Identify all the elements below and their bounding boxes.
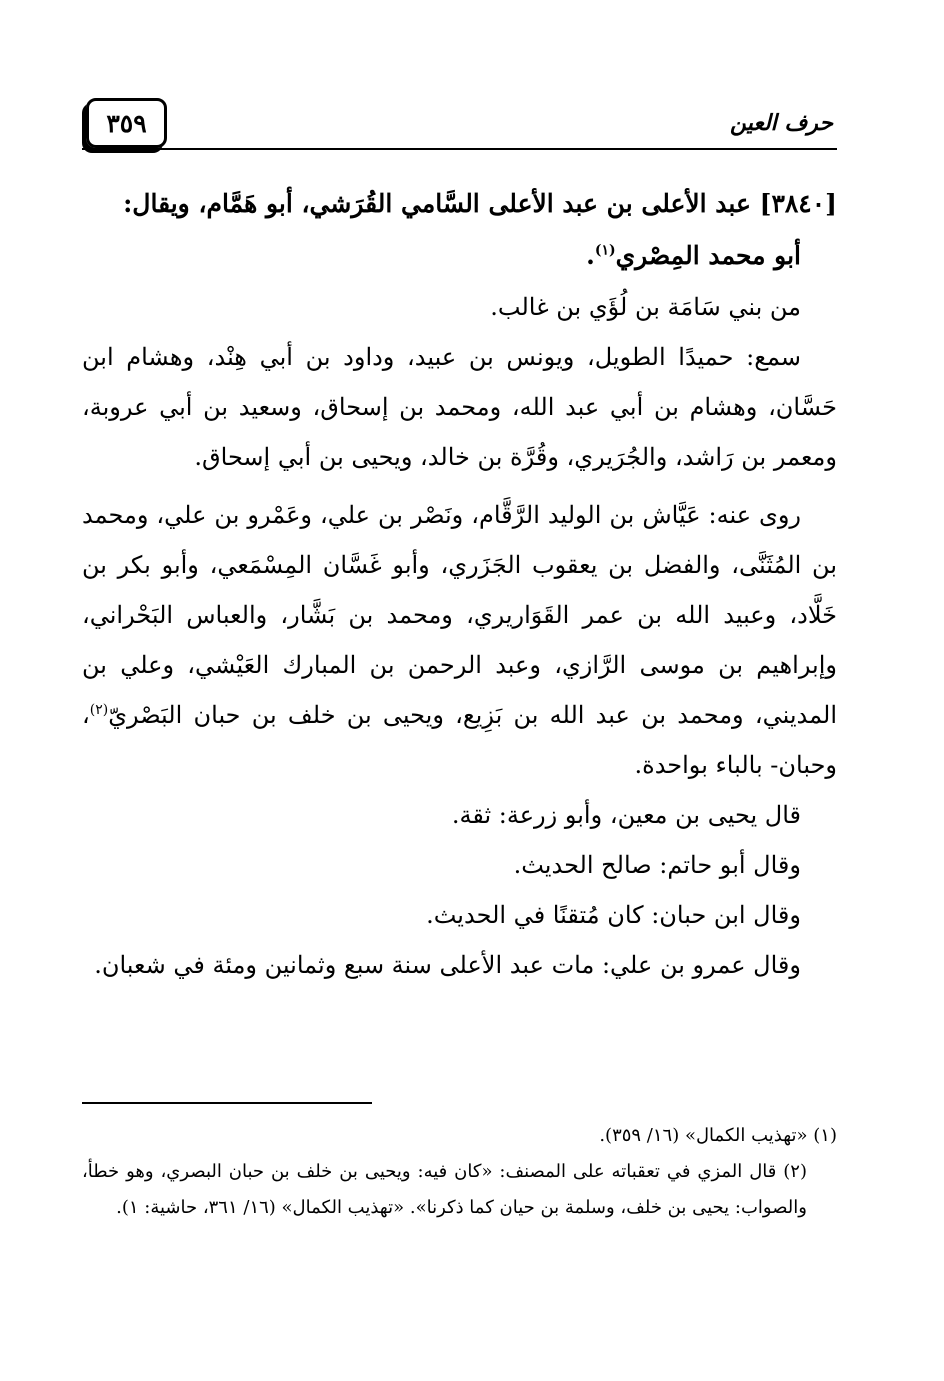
- book-page: [82, 0, 837, 1381]
- quote-ibn-hibban: وقال ابن حبان: كان مُتقنًا في الحديث.: [426, 901, 801, 929]
- lineage-paragraph: من بني سَامَة بن لُؤَي بن غالب.: [490, 293, 801, 321]
- footnote-1: (١) «تهذيب الكمال» (١٦/ ٣٥٩).: [599, 1125, 837, 1146]
- entry-title-line2-wrap: [82, 230, 837, 282]
- footnote-ref-1[interactable]: (١): [594, 242, 616, 259]
- page-header: [82, 96, 837, 152]
- entry-title-line2: أبو محمد المِصْري: [615, 241, 801, 270]
- heard-from-paragraph: سمع: حميدًا الطويل، ويونس بن عبيد، وداود بن أبي هِنْد، وهشام ابن حَسَّان، وهشام بن أبي عبد الله، ومحمد بن إسحاق، وسعيد بن أبي عروبة، ومعمر بن رَاشد، والجُرَيري، وقُرَّة بن خالد، ويحيى بن أبي إسحاق.: [82, 343, 837, 471]
- quote-ibn-maeen: قال يحيى بن معين، وأبو زرعة: ثقة.: [451, 801, 801, 829]
- narrated-by-end: ، وحبان- بالباء بواحدة.: [82, 701, 837, 779]
- entry-title: [82, 178, 837, 282]
- entry-body: [82, 178, 837, 990]
- narrated-by-text: روى عنه: عَيَّاش بن الوليد الرَّقَّام، ونَصْر بن علي، وعَمْرو بن علي، ومحمد بن المُثَنَّى، والفضل بن يعقوب الجَزَري، وأبو غَسَّان المِسْمَعي، وأبو بكر بن خَلَّاد، وعبيد الله بن عمر القَوَاريري، ومحمد بن بَشَّار، والعباس البَحْراني، وإبراهيم بن موسى الرَّازي، وعبد الرحمن بن المبارك العَيْشي، وعلي بن المديني، ومحمد بن عبد الله بن بَزِيع، ويحيى بن خلف بن حبان البَصْريّ: [82, 501, 837, 729]
- page-number-box: [86, 98, 167, 148]
- narrated-by-paragraph: [82, 490, 837, 790]
- footnote-2: (٢) قال المزي في تعقباته على المصنف: «كان فيه: ويحيى بن خلف بن حبان البصري، وهو خطأ، والصواب: يحيى بن خلف، وسلمة بن حيان كما ذكرنا». «تهذيب الكمال» (١٦/ ٣٦١، حاشية: ١).: [82, 1161, 807, 1218]
- footnote-separator: [82, 1102, 372, 1104]
- paragraph-gap: [82, 482, 837, 490]
- footnotes: [82, 1118, 837, 1226]
- footnote-ref-2[interactable]: (٢): [89, 702, 109, 718]
- quote-abu-hatim: وقال أبو حاتم: صالح الحديث.: [513, 851, 801, 879]
- quote-amr-ibn-ali: وقال عمرو بن علي: مات عبد الأعلى سنة سبع وثمانين ومئة في شعبان.: [94, 951, 801, 979]
- entry-title-line1: [٣٨٤٠] عبد الأعلى بن عبد الأعلى السَّامي القُرَشي، أبو هَمَّام، ويقال:: [123, 189, 837, 218]
- entry-title-end: .: [586, 241, 595, 270]
- chapter-title: حرف العين: [729, 110, 833, 136]
- header-rule: [82, 148, 837, 150]
- page-number: ٣٥٩: [106, 108, 147, 138]
